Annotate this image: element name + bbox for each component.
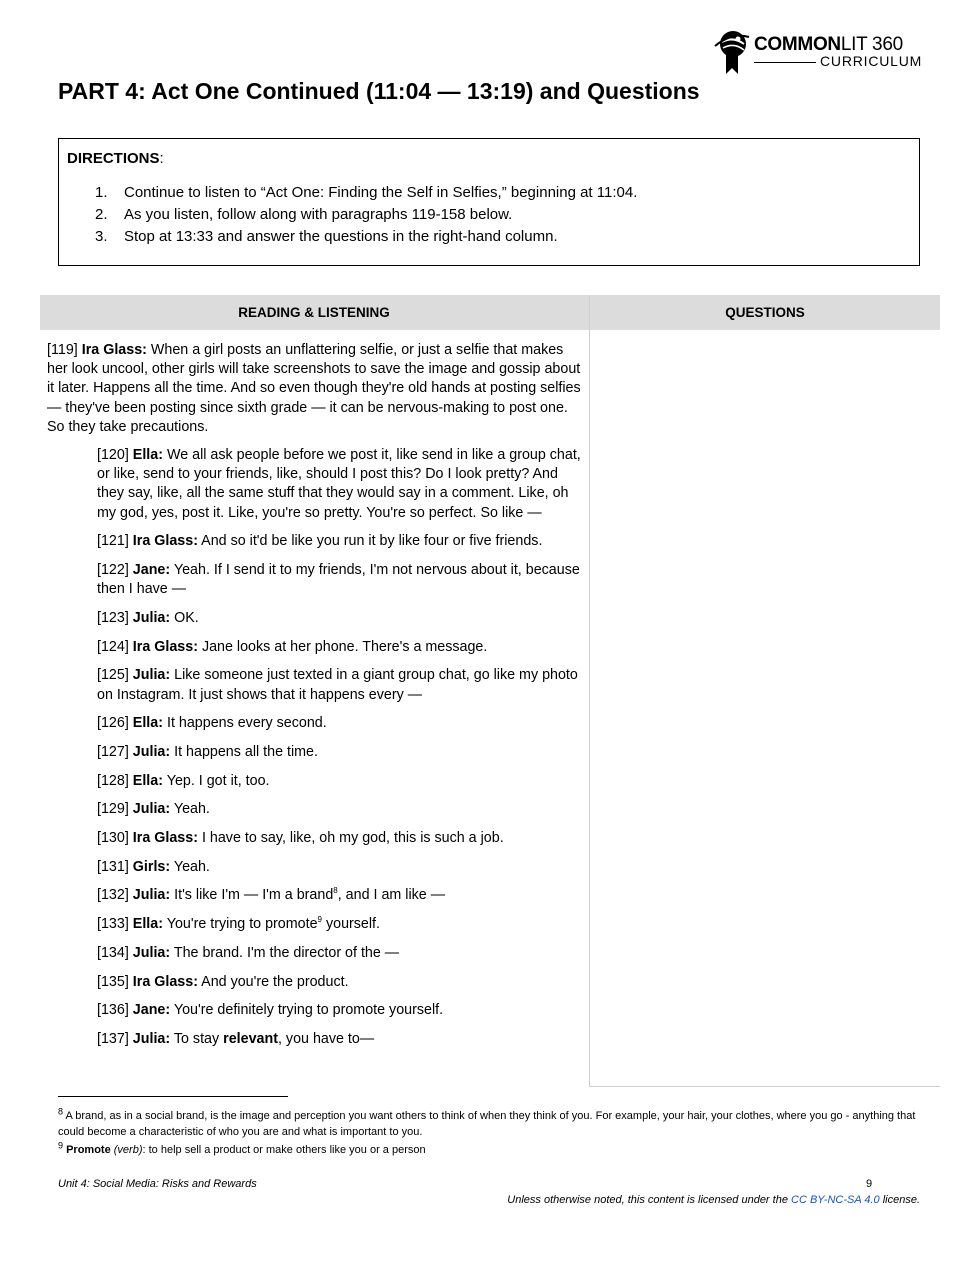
footnote-ref-9: 9 [317,915,322,925]
table-bottom-rule [589,1086,940,1087]
directions-list [95,182,637,248]
paragraph-124: [124] Ira Glass: Jane looks at her phone. There's a message. [97,638,488,655]
page-title: PART 4: Act One Continued (11:04 — 13:19) and Questions [58,78,700,104]
footnotes [58,1108,918,1158]
directions-step: 2. As you listen, follow along with paragraphs 119-158 below. [95,206,513,223]
directions-step: 1. Continue to listen to “Act One: Finding the Self in Selfies,” beginning at 11:04. [95,184,638,201]
directions-step: 3. Stop at 13:33 and answer the questions in the right-hand column. [95,228,558,245]
reading-column [47,341,582,1059]
footnote-8: $^8$ A brand, as in a social brand, is the image and perception you want others to think of when they think of you. For example, your hair, your clothes, where you go - anything that could become a characteristic of who you are and what is important to you. [58,1106,916,1138]
paragraph-126: [126] Ella: It happens every second. [97,715,327,732]
paragraph-129: [129] Julia: Yeah. [97,801,210,818]
paragraph-131: [131] Girls: Yeah. [97,858,210,875]
directions-box [58,138,920,266]
commonlit-logo-icon [714,28,750,76]
paragraph-121: [121] Ira Glass: And so it'd be like you run it by like four or five friends. [97,533,543,550]
paragraph-127: [127] Julia: It happens all the time. [97,743,318,760]
paragraph-119: [119] Ira Glass: When a girl posts an unflattering selfie, or just a selfie that makes her look uncool, other girls will take screenshots to save the image and gossip about it later. Happens all the time. And so even though they're old hands at posting selfies — they've been posting since sixth grade — it can be nervous-making to post one. So they take precautions. [47,342,581,435]
paragraph-123: [123] Julia: OK. [97,609,199,626]
footnote-rule [58,1096,288,1097]
paragraph-133: [133] Ella: You're trying to promote$^9$ yourself. [97,915,381,933]
license-notice: Unless otherwise noted, this content is licensed under the CC BY-NC-SA 4.0 license. [507,1194,920,1206]
footnote-ref-8: 8 [333,886,338,896]
logo-wordmark: COMMONLIT 360 [754,34,903,55]
column-divider [589,295,590,1087]
paragraph-122: [122] Jane: Yeah. If I send it to my friends, I'm not nervous about it, because then I have — [97,562,580,598]
page-number: 9 [866,1178,873,1190]
unit-label: Unit 4: Social Media: Risks and Rewards [58,1178,257,1190]
table-header [40,295,940,330]
paragraph-135: [135] Ira Glass: And you're the product. [97,973,349,990]
paragraph-132: [132] Julia: It's like I'm — I'm a brand$^8$, and I am like — [97,886,446,904]
questions-header: QUESTIONS [725,305,805,320]
paragraph-136: [136] Jane: You're definitely trying to promote yourself. [97,1002,444,1019]
paragraph-125: [125] Julia: Like someone just texted in a giant group chat, go like my photo on Instagram. It just shows that it happens every — [97,667,578,703]
paragraph-120: [120] Ella: We all ask people before we post it, like send in like a group chat, or like, send to your friends, like, should I post this? Do I look pretty? And they say, like, all the same stuff that they would say in a comment. Like, oh my god, yes, post it. Like, you're so pretty. You're so perfect. So like — [97,447,581,521]
paragraph-134: [134] Julia: The brand. I'm the director of the — [97,944,400,961]
license-link[interactable]: CC BY-NC-SA 4.0 [791,1194,880,1206]
paragraph-130: [130] Ira Glass: I have to say, like, oh my god, this is such a job. [97,830,504,847]
footnote-9: $^9$ Promote (verb): to help sell a product or make others like you or a person [58,1140,426,1156]
paragraph-137: [137] Julia: To stay relevant, you have to— [97,1030,375,1047]
paragraph-128: [128] Ella: Yep. I got it, too. [97,772,270,789]
logo-divider [754,62,816,63]
reading-listening-header: READING & LISTENING [238,305,390,320]
directions-heading: DIRECTIONS: [67,150,164,167]
logo-subtitle: CURRICULUM [820,53,923,69]
commonlit-logo [714,28,924,76]
